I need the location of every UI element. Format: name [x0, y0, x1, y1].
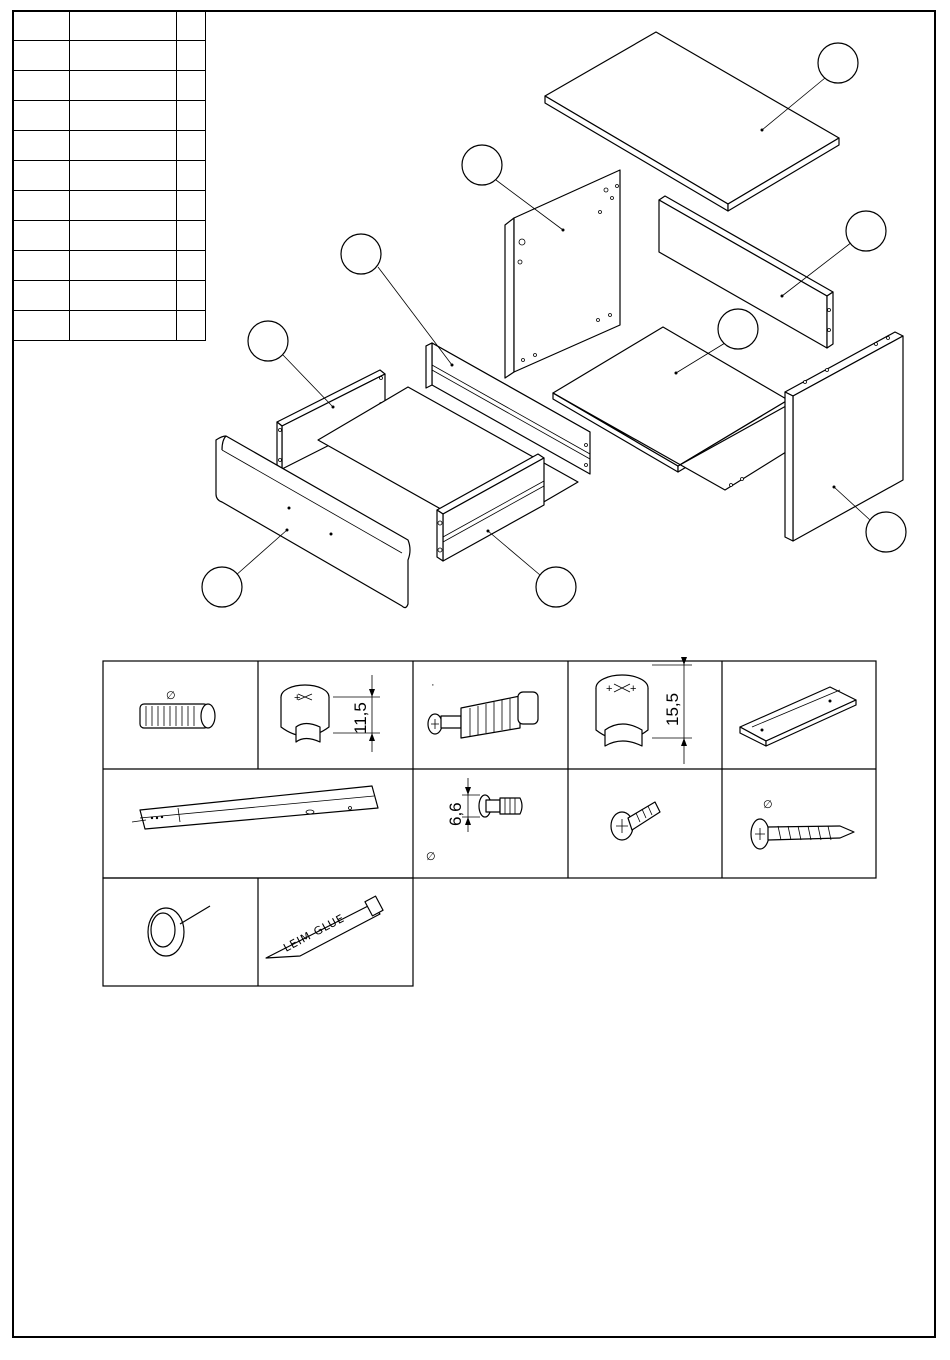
right-side-panel [785, 332, 903, 541]
left-side-panel [496, 170, 620, 378]
part-callout-top [818, 43, 858, 83]
svg-text:6,6: 6,6 [446, 802, 465, 826]
svg-text:∅: ∅ [426, 851, 436, 863]
svg-text:+: + [606, 683, 613, 695]
cam-lock-large-icon [596, 657, 692, 764]
cam-bolt-icon [426, 778, 522, 863]
svg-text:15,5: 15,5 [663, 692, 682, 726]
cam-lock-icon [281, 675, 380, 752]
wood-screw-icon [751, 799, 854, 849]
connector-bolt-icon [428, 679, 538, 738]
glide-nail-icon [148, 906, 210, 956]
part-callout-drawer-side-left [341, 234, 381, 274]
part-callout-right-side [866, 512, 906, 552]
svg-text:+: + [630, 683, 637, 695]
dowel-icon [140, 690, 215, 728]
svg-text:+: + [294, 692, 301, 704]
machine-screw-icon [611, 802, 660, 840]
part-callout-drawer-back [248, 321, 288, 361]
drawer-runner-icon [132, 786, 378, 829]
part-callout-back-rail [846, 211, 886, 251]
part-callout-drawer-side-right [536, 567, 576, 607]
glue-tube-icon [266, 896, 383, 958]
svg-text:∅: ∅ [763, 799, 773, 811]
svg-text:∅: ∅ [166, 690, 176, 702]
svg-text:LEIM GLUE: LEIM GLUE [281, 911, 347, 955]
svg-text:·: · [431, 679, 435, 691]
part-callout-left-side [462, 145, 502, 185]
part-callout-bottom [718, 309, 758, 349]
drawer-handle-icon [740, 687, 856, 746]
part-callout-drawer-front [202, 567, 242, 607]
svg-text:11,5: 11,5 [351, 702, 370, 734]
